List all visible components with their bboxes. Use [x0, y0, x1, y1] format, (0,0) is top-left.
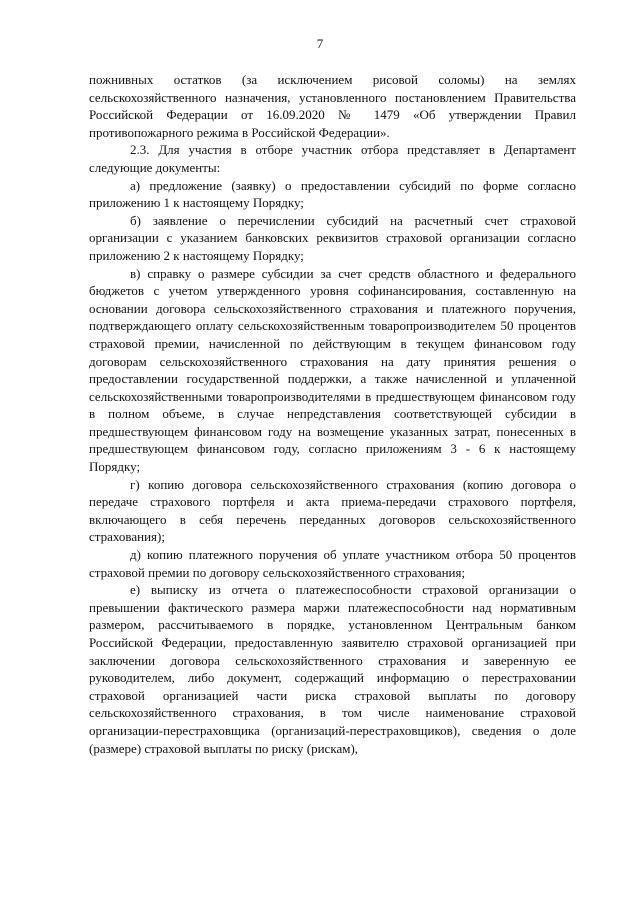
paragraph-item-g: г) копию договора сельскохозяйственного страхования (копию договора о передаче страхового портфеля и акта приема-передачи страхового портфеля, включающего в себя перечень переданных договоров сельскохозяйственного страхования);	[89, 476, 576, 545]
paragraph-item-d: д) копию платежного поручения об уплате участником отбора 50 процентов страховой премии по договору сельскохозяйственного страхования;	[89, 547, 576, 580]
paragraph-clause-2-3: 2.3. Для участия в отборе участник отбора представляет в Департамент следующие документы:	[89, 142, 576, 175]
page-body	[89, 71, 576, 757]
paragraph-item-a: а) предложение (заявку) о предоставлении субсидий по форме согласно приложению 1 к настоящему Порядку;	[89, 177, 576, 211]
page-number: 7	[316, 36, 324, 51]
paragraph-item-b: б) заявление о перечислении субсидий на расчетный счет страховой организации с указанием банковских реквизитов страховой организации согласно приложению 2 к настоящему Порядку;	[89, 212, 576, 263]
paragraph-continuation: пожнивных остатков (за исключением рисовой соломы) на землях сельскохозяйственного назначения, установленного постановлением Правительства Российской Федерации от 16.09.2020 № 1479 «Об утверждении Правил противопожарного режима в Российской Федерации».	[89, 72, 576, 140]
paragraph-item-e: е) выписку из отчета о платежеспособности страховой организации о превышении фактического размера маржи платежеспособности над нормативным размером, рассчитываемого в порядке, установленном Центральным банком Российской Федерации, предоставленную заявителю страховой организацией при заключении договора сельскохозяйственного страхования и заверенную ее руководителем, либо документ, содержащий информацию о перестраховании страховой организацией части риска страховой выплаты по договору сельскохозяйственного страхования, в том числе наименование страховой организации-перестраховщика (организаций-перестраховщиков), сведения о доле (размере) страховой выплаты по риску (рискам),	[89, 582, 576, 756]
paragraph-item-v: в) справку о размере субсидии за счет средств областного и федерального бюджетов с учетом утвержденного уровня софинансирования, составленную на основании договора сельскохозяйственного страхования и платежного поручения, подтверждающего оплату сельскохозяйственным товаропроизводителем 50 процентов страховой премии, начисленной по действующим в текущем финансовом году договорам сельскохозяйственного страхования на дату принятия решения о предоставлении государственной поддержки, а также начисленной и уплаченной сельскохозяйственными товаропроизводителями в предшествующем финансовом году в полном объеме, в случае непредставления соответствующей субсидии в предшествующем финансовом году на возмещение указанных затрат, понесенных в предшествующем финансовом году, согласно приложениям 3 - 6 к настоящему Порядку;	[89, 265, 576, 475]
